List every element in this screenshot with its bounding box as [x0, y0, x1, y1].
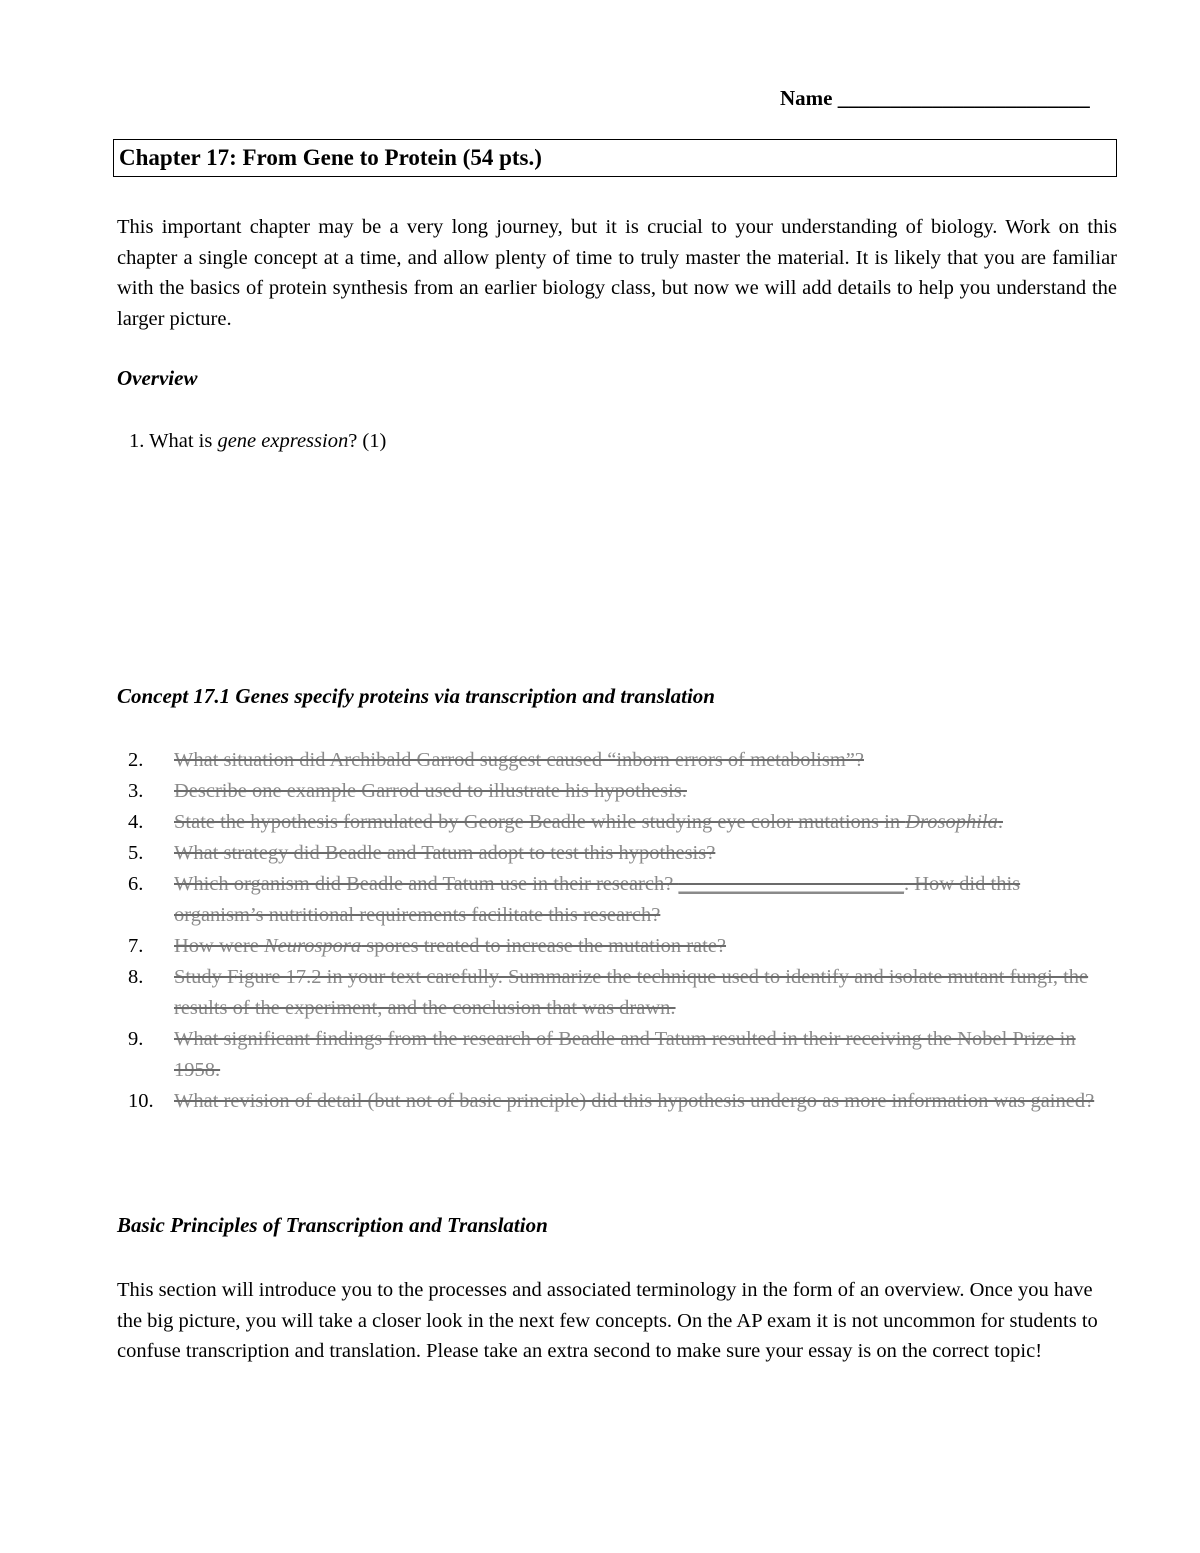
question-item: [117, 838, 1117, 869]
question-italic-term: Drosophila: [905, 811, 998, 833]
question-text-struck: [174, 931, 1117, 962]
answer-blank: ______________________: [678, 873, 904, 895]
question-number: 3.: [128, 780, 144, 802]
question-item: [117, 962, 1117, 1024]
question-text-struck: What revision of detail (but not of basic principle) did this hypothesis undergo as more information was gained?: [174, 1090, 1095, 1112]
question-text-part: .: [997, 811, 1003, 833]
question-1: [129, 430, 386, 453]
question-item: [117, 1024, 1117, 1086]
question-number: 7.: [128, 935, 144, 957]
question-item: [117, 776, 1117, 807]
question-text-struck: [174, 869, 1117, 931]
question-number: 6.: [128, 873, 144, 895]
question-1-suffix: ? (1): [348, 430, 387, 452]
question-item: [117, 807, 1117, 838]
question-text-struck: What significant findings from the research of Beadle and Tatum resulted in their receiving the Nobel Prize in 1958.: [174, 1028, 1076, 1081]
question-text-struck: [174, 807, 1117, 838]
basic-principles-paragraph: This section will introduce you to the processes and associated terminology in the form of an overview. Once you have the big picture, you will take a closer look in the next few concepts. On the AP exam it is not uncommon for students to confuse transcription and translation. Please take an extra second to make sure your essay is on the correct topic!: [117, 1279, 1098, 1362]
question-number: 4.: [128, 811, 144, 833]
question-text-struck: What strategy did Beadle and Tatum adopt to test this hypothesis?: [174, 842, 716, 864]
question-item: [117, 745, 1117, 776]
question-text-part: How were: [174, 935, 264, 957]
question-text-struck: Describe one example Garrod used to illustrate his hypothesis.: [174, 780, 687, 802]
question-text-part: State the hypothesis formulated by George Beadle while studying eye color mutations in: [174, 811, 906, 833]
question-list: [117, 745, 1117, 1117]
intro-paragraph: This important chapter may be a very long journey, but it is crucial to your understanding of biology. Work on this chapter a single concept at a time, and allow plenty of time to truly master the material. It is likely that you are familiar with the basics of protein synthesis from an earlier biology class, but now we will add details to help you understand the larger picture.: [117, 216, 1117, 330]
question-number: 2.: [128, 749, 144, 771]
overview-heading: Overview: [117, 366, 198, 390]
question-text-struck: Study Figure 17.2 in your text carefully. Summarize the technique used to identify and isolate mutant fungi, the results of the experiment, and the conclusion that was drawn.: [174, 966, 1089, 1019]
question-1-prefix: 1. What is: [129, 430, 218, 452]
chapter-title-box: [113, 139, 1117, 177]
question-number: 10.: [128, 1090, 154, 1112]
question-1-term: gene expression: [217, 430, 349, 452]
chapter-title: Chapter 17: From Gene to Protein (54 pts.): [119, 145, 542, 170]
question-item: [117, 931, 1117, 962]
question-number: 8.: [128, 966, 144, 988]
question-italic-term: Neurospora: [263, 935, 362, 957]
basic-principles-heading: Basic Principles of Transcription and Translation: [117, 1213, 548, 1237]
question-text-part: spores treated to increase the mutation rate?: [361, 935, 727, 957]
question-item: [117, 869, 1117, 931]
question-item: [117, 1086, 1117, 1117]
question-number: 9.: [128, 1028, 144, 1050]
question-number: 5.: [128, 842, 144, 864]
question-text-struck: What situation did Archibald Garrod suggest caused “inborn errors of metabolism”?: [174, 749, 864, 771]
concept-17-1-heading: Concept 17.1 Genes specify proteins via transcription and translation: [117, 684, 715, 708]
question-text-part: . How did this organism’s nutritional requirements facilitate this research?: [174, 873, 1021, 926]
question-text-part: Which organism did Beadle and Tatum use in their research?: [174, 873, 679, 895]
name-field-label: Name ________________________: [780, 86, 1090, 110]
